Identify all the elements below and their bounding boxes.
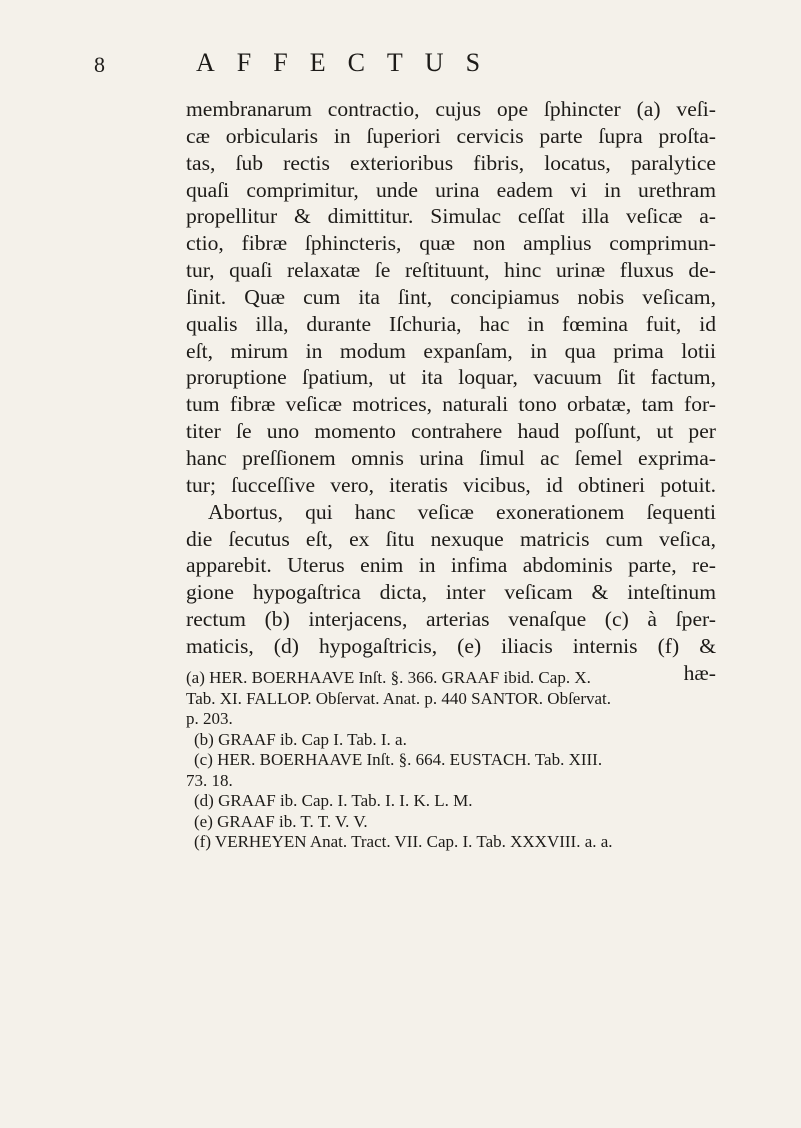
main-text — [186, 96, 716, 687]
catchword: hæ- — [683, 660, 716, 685]
footnote-a: (a) HER. BOERHAAVE Inſt. §. 366. GRAAF ibid. Cap. X. — [186, 668, 591, 687]
page-number: 8 — [94, 52, 105, 77]
text-line: tur; ſucceſſive vero, iteratis vicibus, id obtineri potuit. — [186, 472, 716, 497]
footnote-f: (f) VERHEYEN Anat. Tract. VII. Cap. I. Tab. XXXVIII. a. a. — [194, 832, 613, 851]
footnotes — [186, 668, 726, 853]
footnote-e: (e) GRAAF ib. T. T. V. V. — [194, 811, 368, 831]
text-line: proruptione ſpatium, ut ita loquar, vacuum ſit factum, — [186, 365, 716, 390]
text-line: eſt, mirum in modum expanſam, in qua prima lotii — [186, 338, 716, 363]
text-line: ctio, fibræ ſphincteris, quæ non amplius comprimun- — [186, 231, 716, 256]
footnote-d: (d) GRAAF ib. Cap. I. Tab. I. I. K. L. M. — [194, 791, 473, 810]
footnote-c: (c) HER. BOERHAAVE Inſt. §. 664. EUSTACH. Tab. XIII. — [194, 750, 603, 769]
text-line: maticis, (d) hypogaſtricis, (e) iliacis internis (f) & — [186, 633, 716, 658]
text-line: tas, ſub rectis exterioribus fibris, locatus, paralytice — [186, 150, 716, 175]
text-line: die ſecutus eſt, ex ſitu nexuque matricis cum veſica, — [186, 526, 716, 551]
page-header — [0, 48, 801, 84]
text-line: membranarum contractio, cujus ope ſphincter (a) veſi- — [186, 97, 716, 121]
text-line: hanc preſſionem omnis urina ſimul ac ſemel exprima- — [186, 445, 716, 470]
text-line: titer ſe uno momento contrahere haud poſſunt, ut per — [186, 419, 716, 444]
footnote-c-cont: 73. 18. — [186, 770, 233, 790]
text-line: tur, quaſi relaxatæ ſe reſtituunt, hinc urinæ fluxus de- — [186, 258, 716, 283]
text-line: Abortus, qui hanc veſicæ exonerationem ſequenti — [208, 499, 716, 524]
footnote-b: (b) GRAAF ib. Cap I. Tab. I. a. — [194, 729, 407, 749]
text-line: apparebit. Uterus enim in infima abdominis parte, re- — [186, 553, 716, 578]
text-line: ſinit. Quæ cum ita ſint, concipiamus nobis veſicam, — [186, 284, 716, 309]
footnote-a-cont: p. 203. — [186, 709, 233, 728]
footnote-a-cont: Tab. XI. FALLOP. Obſervat. Anat. p. 440 SANTOR. Obſervat. — [186, 688, 612, 708]
text-line: qualis illa, durante Iſchuria, hac in fœmina fuit, id — [186, 311, 716, 336]
running-head: AFFECTUS — [196, 48, 503, 77]
text-line: propellitur & dimittitur. Simulac ceſſat illa veſicæ a- — [186, 204, 716, 229]
text-line: rectum (b) interjacens, arterias venaſque (c) à ſper- — [186, 607, 716, 632]
text-line: cæ orbicularis in ſuperiori cervicis parte ſupra proſta- — [186, 123, 716, 148]
text-line: tum fibræ veſicæ motrices, naturali tono orbatæ, tam for- — [186, 392, 716, 417]
text-line: gione hypogaſtrica dicta, inter veſicam & inteſtinum — [186, 580, 716, 605]
text-line: quaſi comprimitur, unde urina eadem vi in urethram — [186, 177, 716, 202]
